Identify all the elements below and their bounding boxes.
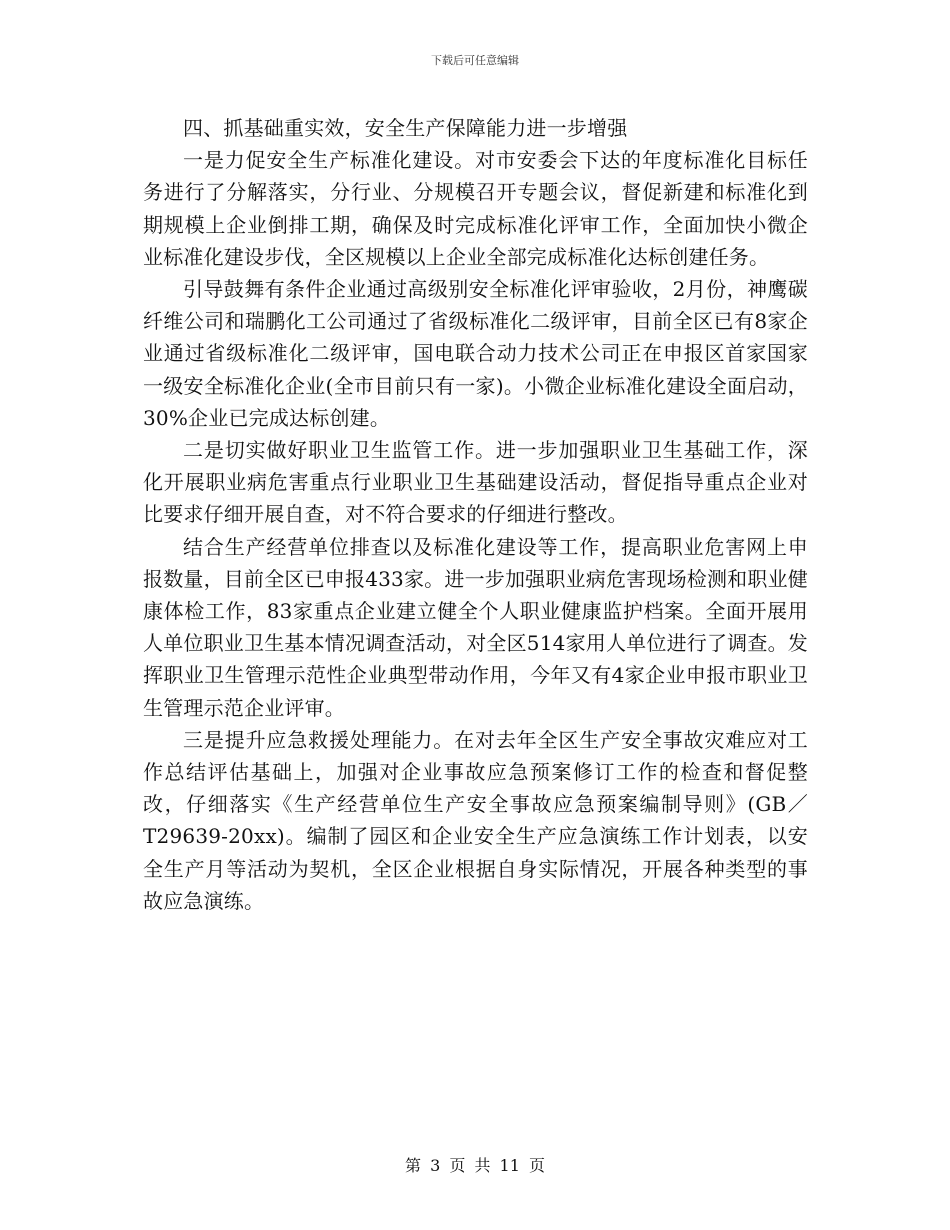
body-paragraph: 一是力促安全生产标准化建设。对市安委会下达的年度标准化目标任务进行了分解落实，分行业、分规模召开专题会议，督促新建和标准化到期规模上企业倒排工期，确保及时完成标准化评审工作，全面加快小微企业标准化建设步伐，全区规模以上企业全部完成标准化达标创建任务。 [143,148,808,269]
document-body [143,112,808,917]
body-paragraph: 结合生产经营单位排查以及标准化建设等工作，提高职业危害网上申报数量，目前全区已申报433家。进一步加强职业病危害现场检测和职业健康体检工作，83家重点企业建立健全个人职业健康监护档案。全面开展用人单位职业卫生基本情况调查活动，对全区514家用人单位进行了调查。发挥职业卫生管理示范性企业典型带动作用，今年又有4家企业申报市职业卫生管理示范企业评审。 [143,534,808,720]
body-paragraph: 三是提升应急救援处理能力。在对去年全区生产安全事故灾难应对工作总结评估基础上，加强对企业事故应急预案修订工作的检查和督促整改，仔细落实《生产经营单位生产安全事故应急预案编制导则》(GB／T29639-20xx)。编制了园区和企业安全生产应急演练工作计划表，以安全生产月等活动为契机，全区企业根据自身实际情况，开展各种类型的事故应急演练。 [143,727,808,913]
page-number: 第 3 页 共 11 页 [405,1156,545,1175]
page-header: 下载后可任意编辑 [431,54,519,67]
body-paragraph: 引导鼓舞有条件企业通过高级别安全标准化评审验收，2月份，神鹰碳纤维公司和瑞鹏化工公司通过了省级标准化二级评审，目前全区已有8家企业通过省级标准化二级评审，国电联合动力技术公司正在申报区首家国家一级安全标准化企业(全市目前只有一家)。小微企业标准化建设全面启动，30%企业已完成达标创建。 [143,277,808,430]
body-paragraph: 二是切实做好职业卫生监管工作。进一步加强职业卫生基础工作，深化开展职业病危害重点行业职业卫生基础建设活动，督促指导重点企业对比要求仔细开展自查，对不符合要求的仔细进行整改。 [143,438,808,527]
section-heading: 四、抓基础重实效，安全生产保障能力进一步增强 [183,116,628,140]
